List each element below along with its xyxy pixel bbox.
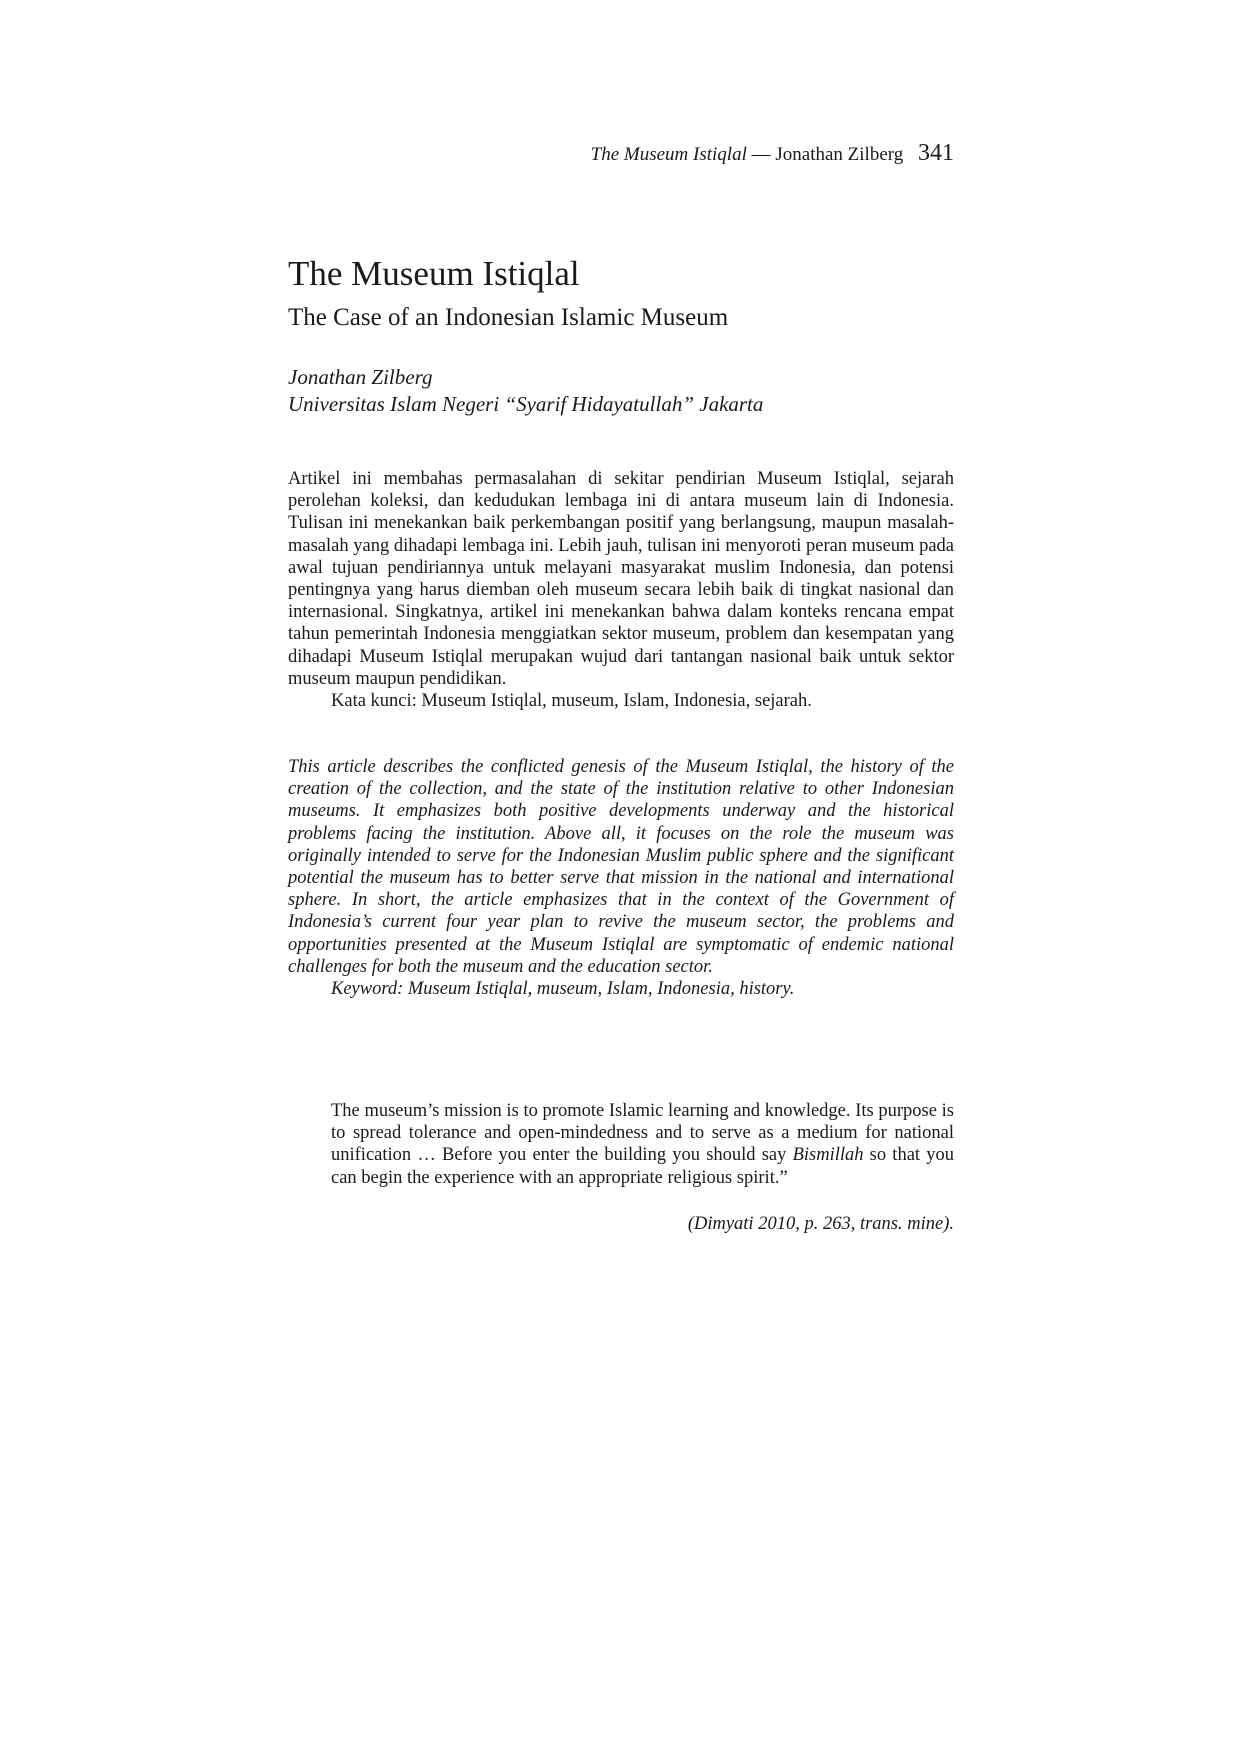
epigraph-quote: [331, 1100, 954, 1189]
running-head-title: The Museum Istiqlal: [590, 144, 747, 165]
author-name: Jonathan Zilberg: [288, 365, 433, 389]
abstract-indonesian: [288, 468, 954, 712]
epigraph-text-after: so that you can begin the experience with an appropriate religious spirit.”: [331, 1145, 954, 1188]
abstract-indonesian-text: Artikel ini membahas permasalahan di sekitar pendirian Museum Istiqlal, sejarah perolehan koleksi, dan kedudukan lembaga ini di antara museum lain di Indonesia. Tulisan ini menekankan baik perkembangan positif yang berlangsung, maupun masalah-masalah yang dihadapi lembaga ini. Lebih jauh, tulisan ini menyoroti peran museum pada awal tujuan pendiriannya untuk melayani masyarakat muslim Indonesia, dan potensi pentingnya yang harus diemban oleh museum secara lebih baik di tingkat nasional dan internasional. Singkatnya, artikel ini menekankan bahwa dalam konteks rencana empat tahun pemerintah Indonesia menggiatkan sektor museum, problem dan kesempatan yang dihadapi Museum Istiqlal merupakan wujud dari tantangan nasional baik untuk sektor museum maupun pendidikan.: [288, 469, 954, 689]
keywords-indonesian: Kata kunci: Museum Istiqlal, museum, Islam, Indonesia, sejarah.: [331, 691, 812, 712]
page-number: 341: [918, 140, 954, 166]
keywords-english: Keyword: Museum Istiqlal, museum, Islam, Indonesia, history.: [331, 979, 795, 1000]
running-head-separator: —: [751, 144, 771, 165]
article-subtitle: The Case of an Indonesian Islamic Museum: [288, 304, 729, 331]
epigraph-text-before: The museum’s mission is to promote Islamic learning and knowledge. Its purpose is to spread tolerance and open-mindedness and to serve as a medium for national unification … Before you enter the building you should say: [331, 1101, 954, 1166]
running-head: [440, 140, 954, 168]
abstract-english-text: This article describes the conflicted genesis of the Museum Istiqlal, the history of the creation of the collection, and the state of the institution relative to other Indonesian museums. It emphasizes both positive developments underway and the historical problems facing the institution. Above all, it focuses on the role the museum was originally intended to serve for the Indonesian Muslim public sphere and the significant potential the museum has to better serve that mission in the national and international sphere. In short, the article emphasizes that in the context of the Government of Indonesia’s current four year plan to revive the museum sector, the problems and opportunities presented at the Museum Istiqlal are symptomatic of endemic national challenges for both the museum and the education sector.: [288, 757, 954, 977]
epigraph-emphasis: Bismillah: [792, 1145, 864, 1166]
epigraph-citation: (Dimyati 2010, p. 263, trans. mine).: [687, 1214, 954, 1234]
running-head-author: Jonathan Zilberg: [775, 144, 904, 165]
author-affiliation: Universitas Islam Negeri “Syarif Hidayatullah” Jakarta: [288, 392, 764, 416]
article-title: The Museum Istiqlal: [288, 254, 580, 293]
abstract-english: [288, 756, 954, 1000]
